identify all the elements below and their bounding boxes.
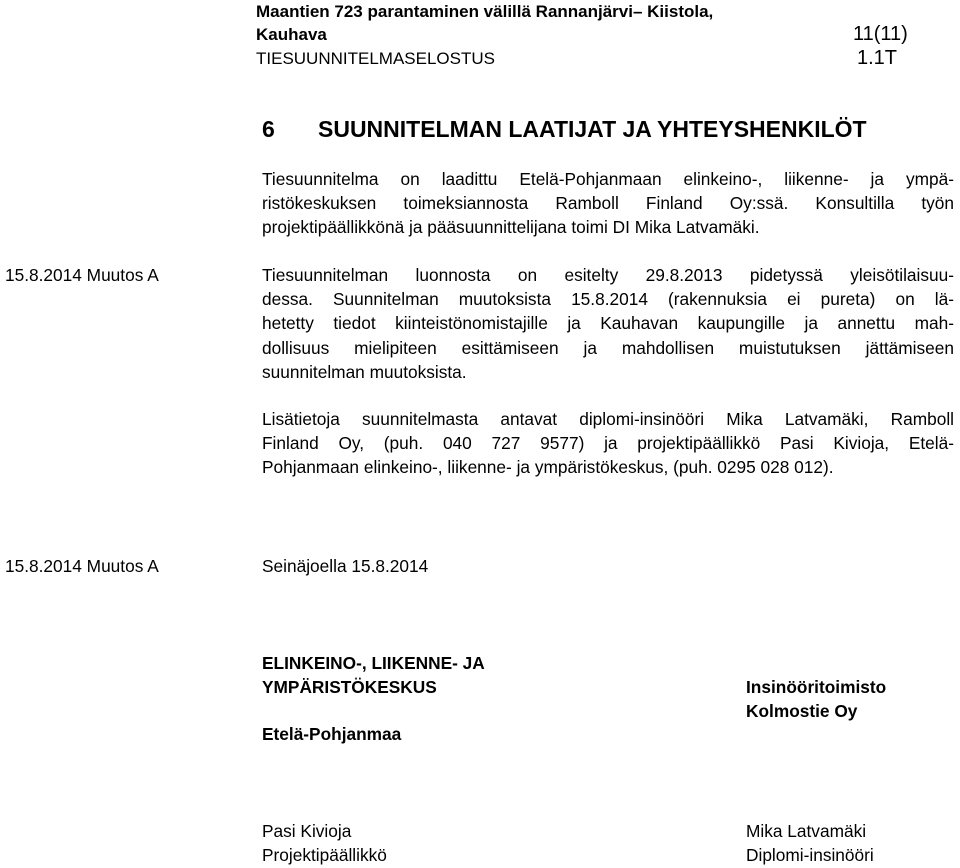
document-code: 1.1T: [857, 47, 898, 69]
project-title-line2: Kauhava: [256, 25, 327, 44]
paragraph-line: ristökeskuksen toimeksiannosta Ramboll Finland Oy:ssä. Konsultilla työn: [262, 193, 954, 214]
document-type: TIESUUNNITELMASELOSTUS: [256, 49, 495, 68]
paragraph-line: dessa. Suunnitelman muutoksista 15.8.2014 (rakennuksia ei pureta) on lä-: [262, 289, 954, 310]
contact-paragraph: [262, 407, 954, 480]
page-number: 11(11): [853, 23, 908, 45]
project-title-line1: Maantien 723 parantaminen välillä Rannanjärvi– Kiistola,: [256, 2, 714, 21]
paragraph-line: dollisuus mielipiteen esittämiseen ja mahdollisen muistutuksen jättämiseen: [262, 337, 954, 358]
paragraph-line: Tiesuunnitelma on laadittu Etelä-Pohjanmaan elinkeino-, liikenne- ja ympä-: [262, 169, 954, 189]
right-signatory-name: Mika Latvamäki: [746, 821, 867, 841]
paragraph-line: Tiesuunnitelman luonnosta on esitelty 29.8.2013 pidetyssä yleisötilaisuu-: [262, 265, 954, 285]
right-signatory-title: Diplomi-insinööri: [746, 845, 874, 865]
revision-label: 15.8.2014 Muutos A: [5, 265, 159, 285]
left-organization-line3: Etelä-Pohjanmaa: [262, 724, 402, 744]
paragraph-line: Finland Oy, (puh. 040 727 9577) ja projektipäällikkö Pasi Kivioja, Etelä-: [262, 433, 954, 454]
paragraph-line: Pohjanmaan elinkeino-, liikenne- ja ympäristökeskus, (puh. 0295 028 012).: [262, 457, 834, 478]
left-organization-line1: ELINKEINO-, LIIKENNE- JA: [262, 653, 485, 673]
paragraph-line: hetetty tiedot kiinteistönomistajille ja Kauhavan kaupungille ja annettu mah-: [262, 313, 954, 334]
section-number: 6: [262, 116, 275, 142]
intro-paragraph: [262, 167, 954, 240]
revision-paragraph: [262, 263, 954, 384]
paragraph-line: suunnitelman muutoksista.: [262, 361, 467, 382]
section-title: SUUNNITELMAN LAATIJAT JA YHTEYSHENKILÖT: [318, 116, 867, 142]
left-organization-line2: YMPÄRISTÖKESKUS: [262, 677, 437, 697]
right-organization-line1: Insinööritoimisto: [746, 677, 887, 697]
place-date: Seinäjoella 15.8.2014: [262, 556, 429, 576]
right-organization-line2: Kolmostie Oy: [746, 701, 858, 721]
left-signatory-title: Projektipäällikkö: [262, 845, 387, 865]
paragraph-line: projektipäällikkönä ja pääsuunnittelijana toimi DI Mika Latvamäki.: [262, 217, 760, 238]
paragraph-line: Lisätietoja suunnitelmasta antavat diplomi-insinööri Mika Latvamäki, Ramboll: [262, 409, 954, 429]
left-signatory-name: Pasi Kivioja: [262, 821, 352, 841]
revision-label: 15.8.2014 Muutos A: [5, 556, 159, 576]
